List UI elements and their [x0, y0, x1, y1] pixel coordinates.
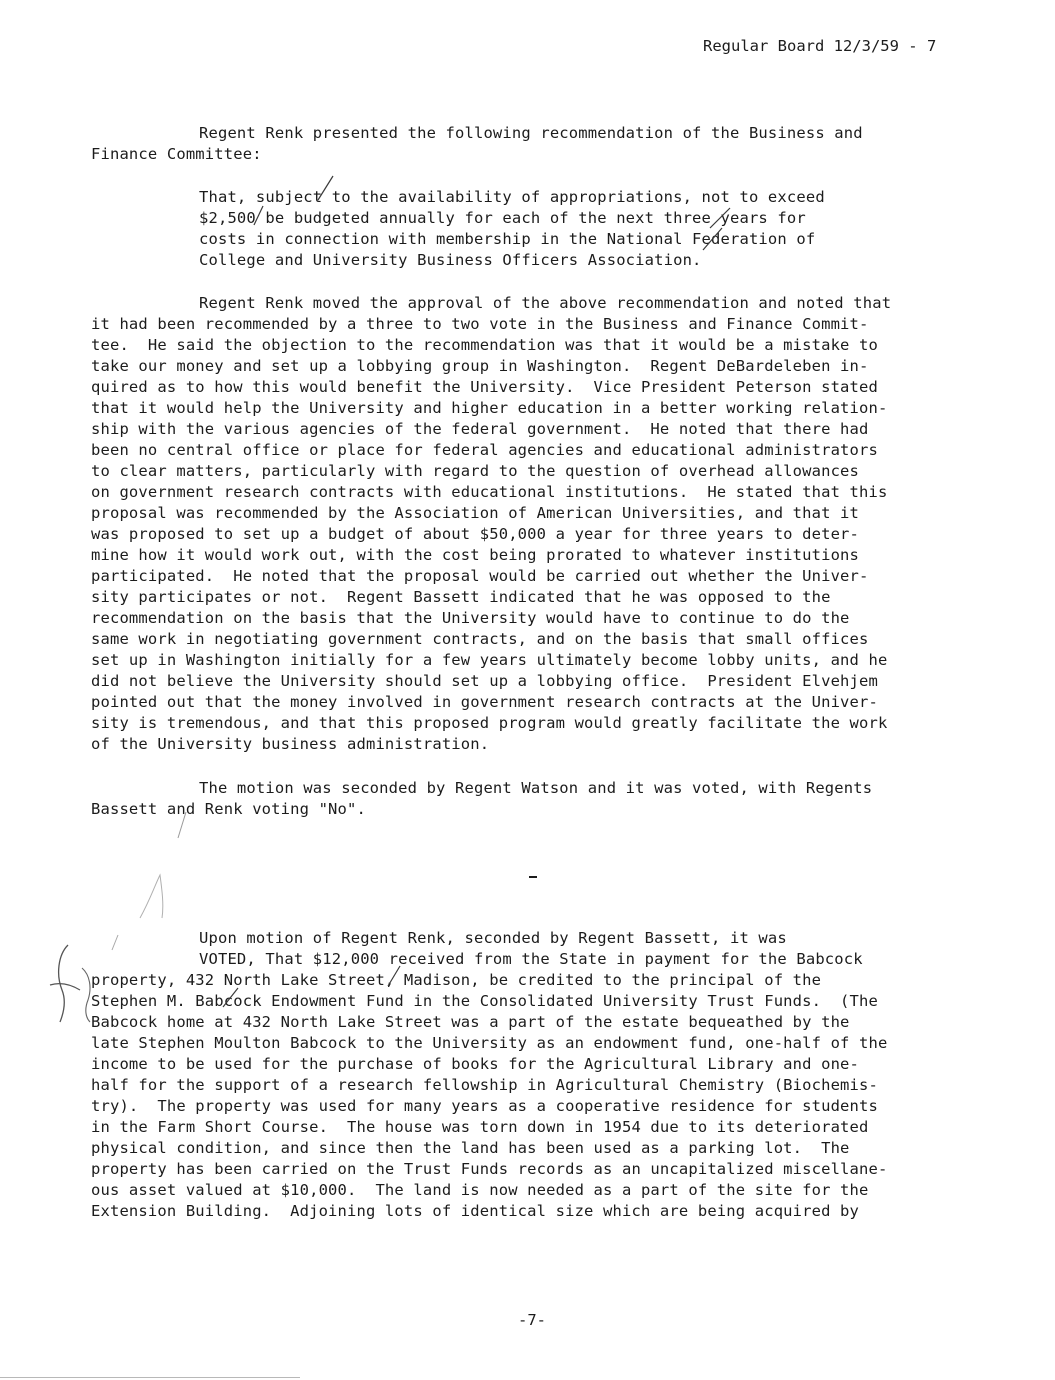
text-line: set up in Washington initially for a few years ultimately become lobby units, and he — [91, 651, 888, 669]
text-line: Babcock home at 432 North Lake Street was a part of the estate bequeathed by the — [91, 1013, 850, 1031]
pencil-mark — [112, 935, 118, 950]
text-line: income to be used for the purchase of books for the Agricultural Library and one- — [91, 1055, 860, 1073]
text-line: on government research contracts with educational institutions. He stated that this — [91, 483, 888, 501]
text-line: Finance Committee: — [91, 145, 262, 163]
page-header: Regular Board 12/3/59 - 7 — [703, 37, 937, 55]
text-line: take our money and set up a lobbying group in Washington. Regent DeBardeleben in- — [91, 357, 869, 375]
pencil-mark — [140, 875, 163, 918]
text-line: Regent Renk moved the approval of the above recommendation and noted that — [199, 294, 892, 312]
text-line: Bassett and Renk voting "No". — [91, 800, 366, 818]
text-line: of the University business administration. — [91, 735, 490, 753]
handwritten-initials — [59, 945, 68, 1022]
text-line: The motion was seconded by Regent Watson and it was voted, with Regents — [199, 779, 873, 797]
text-line: physical condition, and since then the land has been used as a parking lot. The — [91, 1139, 850, 1157]
text-line: property, 432 North Lake Street, Madison, be credited to the principal of the — [91, 971, 822, 989]
text-line: to clear matters, particularly with regard to the question of overhead allowances — [91, 462, 860, 480]
handwritten-initials — [82, 968, 90, 1022]
section-divider-dash — [529, 876, 537, 878]
text-line: been no central office or place for federal agencies and educational administrators — [91, 441, 878, 459]
text-line: quired as to how this would benefit the University. Vice President Peterson stated — [91, 378, 878, 396]
handwritten-initials — [50, 984, 80, 990]
text-line: Upon motion of Regent Renk, seconded by Regent Bassett, it was — [199, 929, 787, 947]
text-line: same work in negotiating government contracts, and on the basis that small offices — [91, 630, 869, 648]
text-line: That, subject to the availability of appropriations, not to exceed — [199, 188, 825, 206]
text-line: try). The property was used for many years as a cooperative residence for students — [91, 1097, 878, 1115]
text-line: ous asset valued at $10,000. The land is now needed as a part of the site for the — [91, 1181, 869, 1199]
text-line: costs in connection with membership in the National Federation of — [199, 230, 816, 248]
text-line: in the Farm Short Course. The house was torn down in 1954 due to its deteriorated — [91, 1118, 869, 1136]
text-line: $2,500 be budgeted annually for each of the next three years for — [199, 209, 806, 227]
text-line: property has been carried on the Trust Funds records as an uncapitalized miscellane- — [91, 1160, 888, 1178]
text-line: mine how it would work out, with the cost being prorated to whatever institutions — [91, 546, 860, 564]
text-line: College and University Business Officers Association. — [199, 251, 702, 269]
text-line: was proposed to set up a budget of about $50,000 a year for three years to deter- — [91, 525, 860, 543]
text-line: it had been recommended by a three to two vote in the Business and Finance Commit- — [91, 315, 869, 333]
text-line: sity is tremendous, and that this proposed program would greatly facilitate the work — [91, 714, 888, 732]
text-line: ship with the various agencies of the federal government. He noted that there had — [91, 420, 869, 438]
page-number: -7- — [518, 1311, 546, 1329]
text-line: proposal was recommended by the Association of American Universities, and that it — [91, 504, 860, 522]
text-line: Regent Renk presented the following recommendation of the Business and — [199, 124, 863, 142]
text-line: pointed out that the money involved in government research contracts at the Univer- — [91, 693, 878, 711]
text-line: participated. He noted that the proposal would be carried out whether the Univer- — [91, 567, 869, 585]
text-line: half for the support of a research fellowship in Agricultural Chemistry (Biochemis- — [91, 1076, 878, 1094]
text-line: recommendation on the basis that the University would have to continue to do the — [91, 609, 850, 627]
text-line: VOTED, That $12,000 received from the State in payment for the Babcock — [199, 950, 863, 968]
text-line: Stephen M. Babcock Endowment Fund in the Consolidated University Trust Funds. (The — [91, 992, 878, 1010]
text-line: sity participates or not. Regent Bassett indicated that he was opposed to the — [91, 588, 831, 606]
text-line: late Stephen Moulton Babcock to the University as an endowment fund, one-half of the — [91, 1034, 888, 1052]
text-line: tee. He said the objection to the recommendation was that it would be a mistake to — [91, 336, 878, 354]
text-line: Extension Building. Adjoining lots of identical size which are being acquired by — [91, 1202, 860, 1220]
text-line: that it would help the University and higher education in a better working relation- — [91, 399, 888, 417]
bottom-edge-line — [0, 1377, 300, 1378]
text-line: did not believe the University should set up a lobbying office. President Elvehjem — [91, 672, 878, 690]
